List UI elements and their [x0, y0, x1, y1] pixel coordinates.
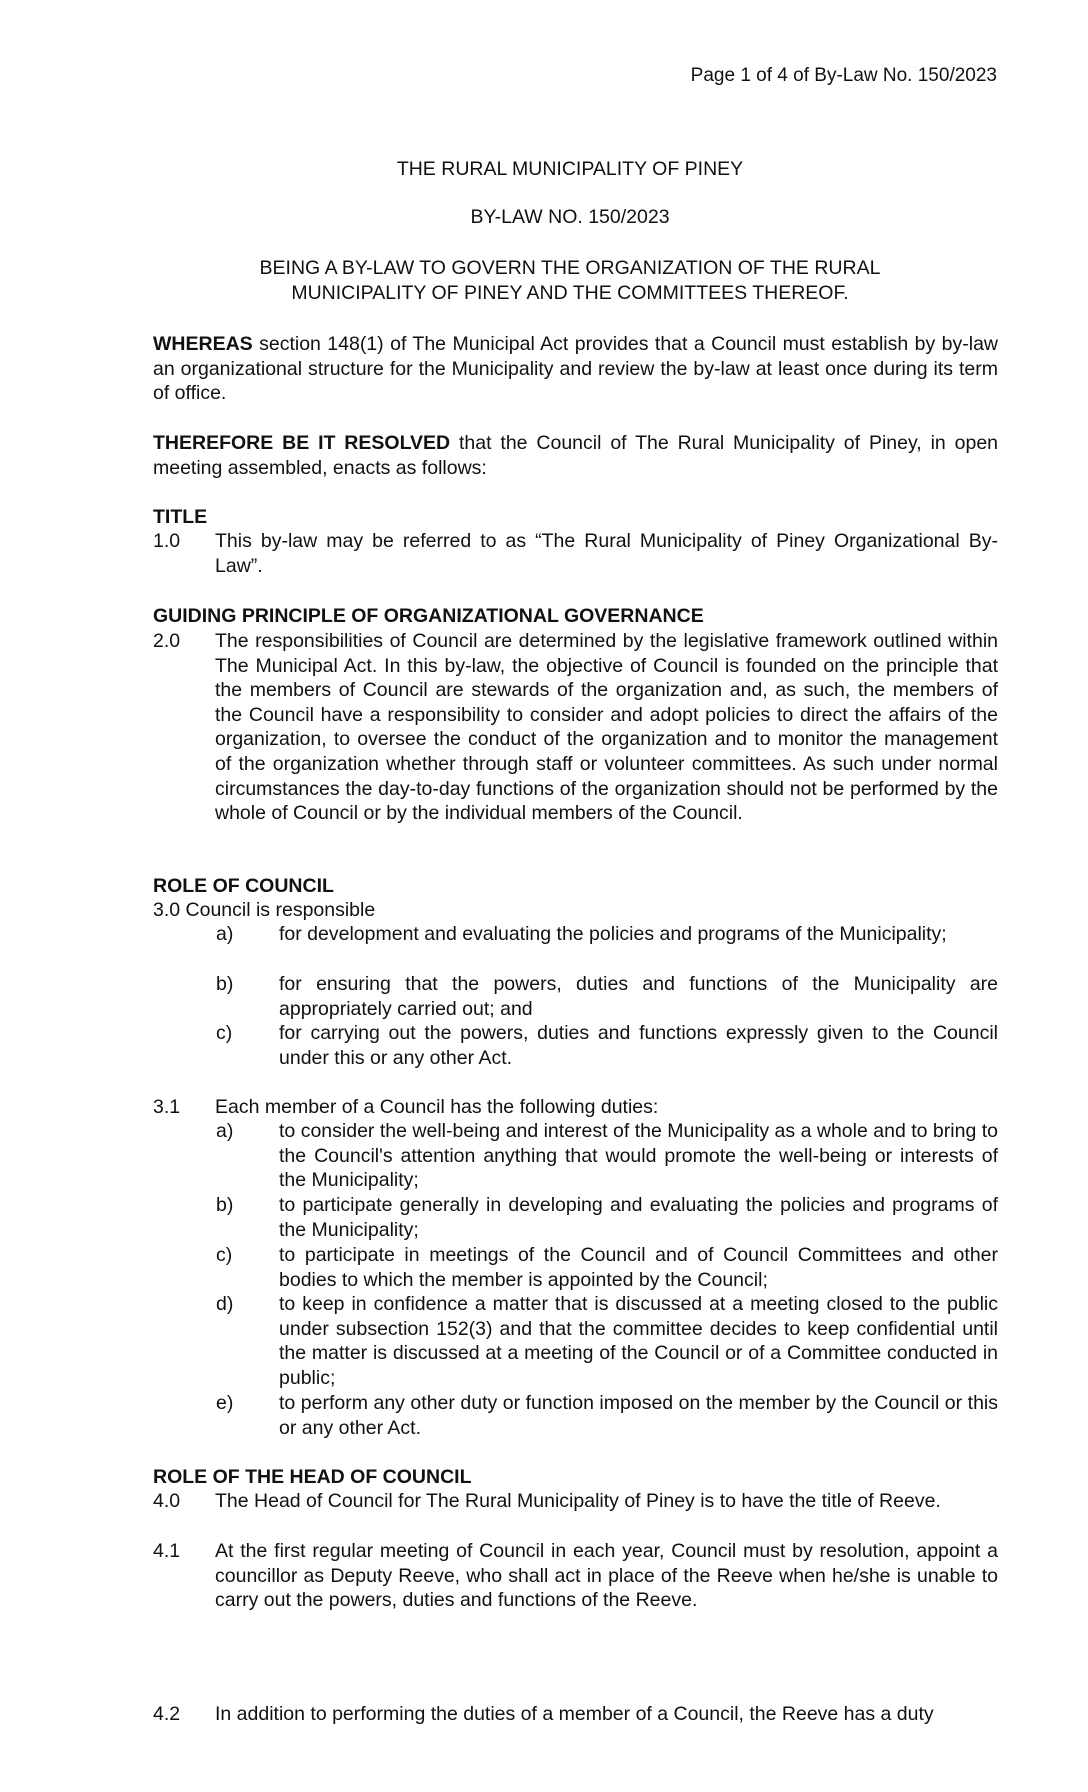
list-letter: c) [216, 1244, 233, 1266]
list-letter: a) [216, 923, 234, 945]
section-heading-role-of-head-of-council: ROLE OF THE HEAD OF COUNCIL [153, 1466, 472, 1488]
whereas-text: section 148(1) of The Municipal Act provides that a Council must establish by by-law an organizational structure for the Municipality and review the by-law at least once during its term of office. [153, 333, 998, 405]
bylaw-purpose-line-1: BEING A BY-LAW TO GOVERN THE ORGANIZATION OF THE RURAL [259, 257, 881, 279]
list-letter: a) [216, 1120, 234, 1142]
clause-number: 4.1 [153, 1540, 181, 1562]
section-heading-title: TITLE [153, 506, 208, 528]
bylaw-purpose-line-2: MUNICIPALITY OF PINEY AND THE COMMITTEES THEREOF. [291, 281, 849, 304]
list-text: for ensuring that the powers, duties and functions of the Municipality are appropriately carried out; and [279, 973, 998, 1020]
municipality-title: THE RURAL MUNICIPALITY OF PINEY [396, 158, 744, 180]
list-letter: b) [216, 973, 234, 995]
list-letter: d) [216, 1293, 234, 1315]
list-letter: e) [216, 1392, 234, 1414]
clause-text: This by-law may be referred to as “The Rural Municipality of Piney Organizational By-Law”. [215, 530, 998, 577]
therefore-lead: THEREFORE BE IT RESOLVED [153, 432, 451, 454]
clause-text: Each member of a Council has the following duties: [215, 1096, 659, 1118]
therefore-paragraph [153, 431, 998, 480]
list-text: to participate in meetings of the Council and of Council Committees and other bodies to which the member is appointed by the Council; [279, 1244, 998, 1291]
therefore-text: that the Council of The Rural Municipality of Piney, in open meeting assembled, enacts as follows: [153, 432, 999, 479]
clause-text: In addition to performing the duties of a member of a Council, the Reeve has a duty [215, 1703, 934, 1725]
list-text: to keep in confidence a matter that is discussed at a meeting closed to the public under subsection 152(3) and that the committee decides to keep confidential until the matter is discussed at a meeting of the Council or of a Committee conducted in public; [279, 1293, 998, 1389]
clause-number: 2.0 [153, 630, 181, 652]
section-heading-role-of-council: ROLE OF COUNCIL [153, 875, 334, 897]
list-text: to participate generally in developing and evaluating the policies and programs of the Municipality; [279, 1194, 998, 1241]
clause-number: 1.0 [153, 530, 181, 552]
clause-text: The responsibilities of Council are determined by the legislative framework outlined within The Municipal Act. In this by-law, the objective of Council is founded on the principle that the members of Council are stewards of the organization and, as such, the members of the Council have a responsibility to consider and adopt policies to direct the affairs of the organization, to oversee the conduct of the organization and to monitor the management of the organization whether through staff or volunteer committees. As such under normal circumstances the day-to-day functions of the organization should not be performed by the whole of Council or by the individual members of the Council. [215, 630, 998, 825]
clause-number: 3.1 [153, 1096, 181, 1118]
list-letter: c) [216, 1022, 233, 1044]
whereas-lead: WHEREAS [153, 333, 253, 355]
bylaw-purpose-title [150, 256, 990, 305]
list-text: to perform any other duty or function imposed on the member by the Council or this or any other Act. [279, 1392, 998, 1439]
page-number-header: Page 1 of 4 of By-Law No. 150/2023 [690, 65, 997, 86]
list-text: to consider the well-being and interest of the Municipality as a whole and to bring to the Council's attention anything that would promote the well-being or interests of the Municipality; [279, 1120, 998, 1192]
bylaw-number-title: BY-LAW NO. 150/2023 [470, 206, 670, 228]
clause-number: 4.0 [153, 1490, 181, 1512]
clause-text: The Head of Council for The Rural Municipality of Piney is to have the title of Reeve. [215, 1490, 941, 1512]
section-heading-guiding-principle: GUIDING PRINCIPLE OF ORGANIZATIONAL GOVERNANCE [153, 605, 704, 627]
clause-text: At the first regular meeting of Council in each year, Council must by resolution, appoint a councillor as Deputy Reeve, who shall act in place of the Reeve when he/she is unable to carry out the powers, duties and functions of the Reeve. [215, 1540, 998, 1612]
list-text: for development and evaluating the policies and programs of the Municipality; [279, 923, 947, 945]
clause-number: 4.2 [153, 1703, 181, 1725]
list-letter: b) [216, 1194, 234, 1216]
clause-3-0-intro: 3.0 Council is responsible [153, 899, 376, 921]
whereas-paragraph [153, 332, 998, 406]
list-text: for carrying out the powers, duties and functions expressly given to the Council under this or any other Act. [279, 1022, 998, 1069]
